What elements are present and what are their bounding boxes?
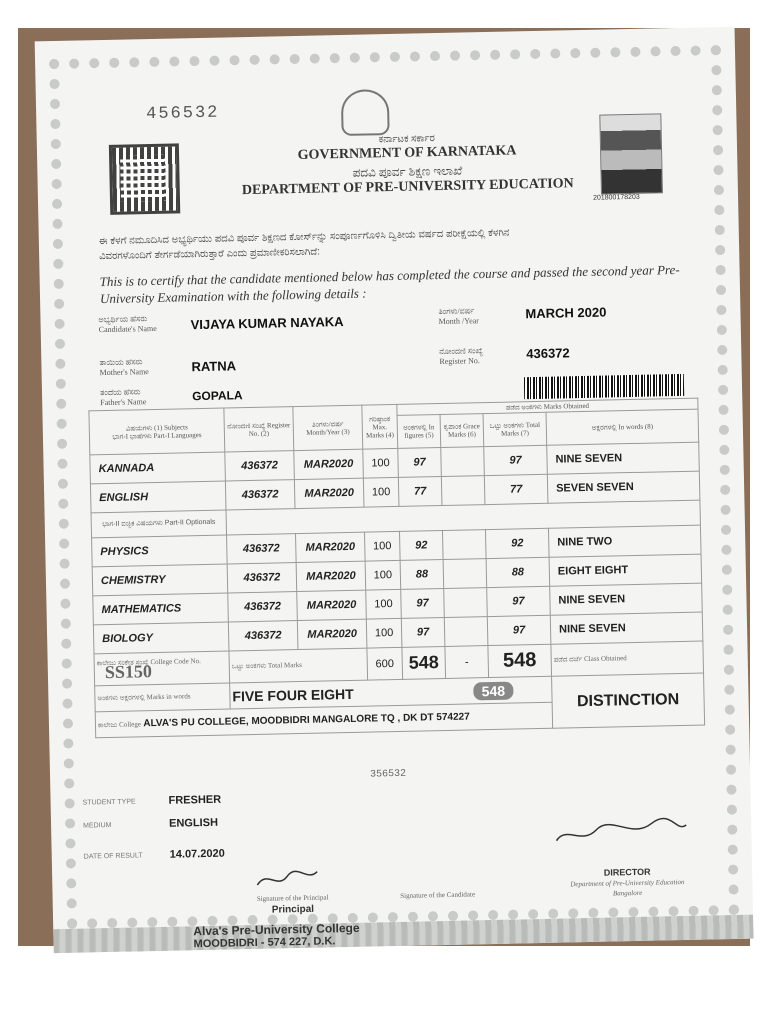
director-title: DIRECTOR <box>603 866 651 878</box>
grace-cell <box>441 476 485 506</box>
marks-table <box>88 398 705 739</box>
candidate-photo <box>599 113 663 194</box>
certify-statement: This is to certify that the candidate mentioned below has completed the course and passed the second year Pre-University Examination with the following details : <box>99 261 680 307</box>
state-emblem-icon <box>341 89 390 136</box>
month-year-label: ತಿಂಗಳು/ವರ್ಷ Month /Year <box>438 306 480 327</box>
register-no-value: 436372 <box>526 345 570 362</box>
register-cell: 436372 <box>227 534 297 564</box>
medium-label: MEDIUM <box>83 821 112 830</box>
subject-cell: ENGLISH <box>90 481 226 513</box>
marks-figures-cell: 97 <box>401 588 445 618</box>
director-city: Bangalore <box>612 888 643 898</box>
total-max: 600 <box>367 647 403 680</box>
total-cell: 92 <box>485 528 549 558</box>
photo-id-number: 201800178203 <box>592 193 640 202</box>
subject-cell: KANNADA <box>90 452 226 484</box>
marks-words-cell: NINE TWO <box>548 525 701 557</box>
subject-cell: CHEMISTRY <box>92 564 228 596</box>
max-marks-cell: 100 <box>366 618 402 648</box>
col-grace: ಕೃಪಾಂಕ Grace Marks (6) <box>440 414 484 448</box>
register-cell: 436372 <box>228 592 298 622</box>
grace-cell <box>444 617 488 647</box>
marks-figures-cell: 97 <box>398 448 442 478</box>
header-government: GOVERNMENT OF KARNATAKA <box>297 143 517 163</box>
col-figures: ಅಂಕಗಳಲ್ಲಿ In figures (5) <box>397 415 441 449</box>
principal-title: Principal <box>271 903 315 916</box>
register-no-label: ನೋಂದಣಿ ಸಂಖ್ಯೆ Register No. <box>439 346 483 367</box>
director-signature-icon <box>551 813 692 856</box>
candidate-signature-label: Signature of the Candidate <box>400 890 476 900</box>
marks-figures-cell: 97 <box>401 617 445 647</box>
student-type: FRESHER <box>168 793 222 807</box>
total-cell: 97 <box>487 615 551 645</box>
total-cell: 88 <box>486 557 550 587</box>
medium: ENGLISH <box>168 816 219 830</box>
max-marks-cell: 100 <box>365 560 401 590</box>
col-register: ನೋಂದಣಿ ಸಂಖ್ಯೆ Register No. (2) <box>224 407 294 452</box>
marks-words-cell: NINE SEVEN <box>547 442 700 474</box>
candidate-name: VIJAYA KUMAR NAYAKA <box>190 314 344 333</box>
college-stamp-line-1: Alva's Pre-University College <box>193 920 360 939</box>
principal-signature-label: Signature of the Principal <box>256 893 329 903</box>
student-type-label: STUDENT TYPE <box>82 798 136 807</box>
college-label: ಕಾಲೇಜು College <box>97 720 141 730</box>
month-cell: MAR2020 <box>297 590 367 620</box>
total-cell: 77 <box>484 474 548 504</box>
marks-seal: 548 <box>474 681 514 700</box>
father-name-label: ತಂದೆಯ ಹೆಸರು Father's Name <box>99 387 147 408</box>
register-cell: 436372 <box>225 451 295 481</box>
marks-words-cell: NINE SEVEN <box>550 612 703 644</box>
marks-card <box>35 27 754 953</box>
class-obtained-label: ಪಡೆದ ದರ್ಜೆ Class Obtained <box>551 641 704 676</box>
max-marks-cell: 100 <box>363 477 399 507</box>
barcode <box>524 374 684 399</box>
father-name: GOPALA <box>191 388 243 404</box>
grace-cell <box>441 447 485 477</box>
marks-figures-cell: 77 <box>398 477 442 507</box>
month-cell: MAR2020 <box>294 478 364 508</box>
max-marks-cell: 100 <box>365 531 401 561</box>
col-words: ಅಕ್ಷರಗಳಲ್ಲಿ In words (8) <box>546 409 699 445</box>
register-cell: 436372 <box>228 621 298 651</box>
month-cell: MAR2020 <box>297 619 367 649</box>
total-marks-label: ಒಟ್ಟು ಅಂಕಗಳು Total Marks <box>229 648 368 683</box>
header-kannada-dept: ಪದವಿ ಪೂರ್ವ ಶಿಕ್ಷಣ ಇಲಾಖೆ <box>352 163 463 180</box>
col-marks-obtained: ಪಡೆದ ಅಂಕಗಳು Marks Obtained <box>397 398 698 415</box>
college-code-row: ಕಾಲೇಜು ಸಂಕೇತ ಸಂಖ್ಯೆ College Code No. SS150 <box>94 651 230 686</box>
col-month: ತಿಂಗಳು/ವರ್ಷ Month/Year (3) <box>293 405 363 450</box>
header-department: DEPARTMENT OF PRE-UNIVERSITY EDUCATION <box>241 176 574 199</box>
mother-name: RATNA <box>191 358 237 375</box>
grace-cell <box>444 588 488 618</box>
marks-figures-cell: 92 <box>399 530 443 560</box>
max-marks-cell: 100 <box>366 589 402 619</box>
marks-words-cell: SEVEN SEVEN <box>547 471 700 503</box>
part2-heading: ಭಾಗ-II ಐಚ್ಛಿಕ ವಿಷಯಗಳು Part-II Optionals <box>91 510 226 538</box>
marks-words-cell: NINE SEVEN <box>550 583 703 615</box>
college-stamp-line-2: MOODBIDRI - 574 227, D.K. <box>193 935 336 951</box>
serial-number-top: 456532 <box>146 103 220 125</box>
col-total: ಒಟ್ಟು ಅಂಕಗಳು Total Marks (7) <box>483 412 547 446</box>
register-cell: 436372 <box>227 563 297 593</box>
total-cell: 97 <box>484 445 548 475</box>
col-max: ಗರಿಷ್ಠಾಂಕ Max. Marks (4) <box>362 404 398 449</box>
serial-number-bottom: 356532 <box>369 768 407 781</box>
date-of-result-label: DATE OF RESULT <box>83 852 143 861</box>
marks-figures-cell: 88 <box>400 559 444 589</box>
month-cell: MAR2020 <box>296 532 366 562</box>
grace-cell <box>443 559 487 589</box>
class-obtained: DISTINCTION <box>552 673 705 728</box>
marks-words-cell: EIGHT EIGHT <box>549 554 702 586</box>
month-cell: MAR2020 <box>294 449 364 479</box>
grace-cell <box>442 530 486 560</box>
principal-signature-icon <box>252 864 323 895</box>
date-of-result: 14.07.2020 <box>169 847 225 861</box>
mother-name-label: ತಾಯಿಯ ಹೆಸರು Mother's Name <box>99 357 149 378</box>
total-grace: - <box>445 646 489 679</box>
total-cell: 97 <box>487 586 551 616</box>
col-subjects: ವಿಷಯಗಳು (1) Subjects ಭಾಗ-I ಭಾಷೆಗಳು Part-I Languages <box>89 408 225 455</box>
college-code: SS150 <box>104 660 153 682</box>
marks-in-words-label: ಅಂಕಗಳು ಅಕ್ಷರಗಳಲ್ಲಿ Marks in words <box>95 683 231 712</box>
month-cell: MAR2020 <box>296 561 366 591</box>
candidate-name-label: ಅಭ್ಯರ್ಥಿಯ ಹೆಸರು Candidate's Name <box>98 314 157 335</box>
header-kannada-state: ಕರ್ನಾಟಕ ಸರ್ಕಾರ <box>378 133 435 146</box>
max-marks-cell: 100 <box>363 448 399 478</box>
total-figures: 548 <box>402 646 446 679</box>
kannada-certify-line-1: ಈ ಕೆಳಗೆ ನಮೂದಿಸಿದ ಅಭ್ಯರ್ಥಿಯು ಪದವಿ ಪೂರ್ವ ಶಿಕ್ಷಣದ ಕೋರ್ಸ್‌ನ್ನು ಸಂಪೂರ್ಣಗೊಳಿಸಿ ದ್ವಿತೀಯ ವರ್ಷದ ಪರೀಕ್ಷೆಯಲ್ಲಿ ಕೆಳಗಿನ <box>98 227 510 248</box>
director-department: Department of Pre-University Education <box>570 878 685 889</box>
subject-cell: PHYSICS <box>92 535 228 567</box>
month-year-value: MARCH 2020 <box>525 304 607 322</box>
total-marks: 548 <box>488 644 552 677</box>
register-cell: 436372 <box>225 480 295 510</box>
kannada-certify-line-2: ವಿವರಗಳೊಂದಿಗೆ ತೇರ್ಗಡೆಯಾಗಿರುತ್ತಾರೆ ಎಂದು ಪ್ರಮಾಣೀಕರಿಸಲಾಗಿದೆ: <box>99 246 321 263</box>
subject-cell: MATHEMATICS <box>93 593 229 625</box>
marks-in-words: FIVE FOUR EIGHT <box>232 685 354 704</box>
subject-cell: BIOLOGY <box>93 622 229 654</box>
college-name: ALVA'S PU COLLEGE, MOODBIDRI MANGALORE TQ , DK DT 574227 <box>143 711 470 730</box>
qr-code-icon <box>109 143 180 214</box>
